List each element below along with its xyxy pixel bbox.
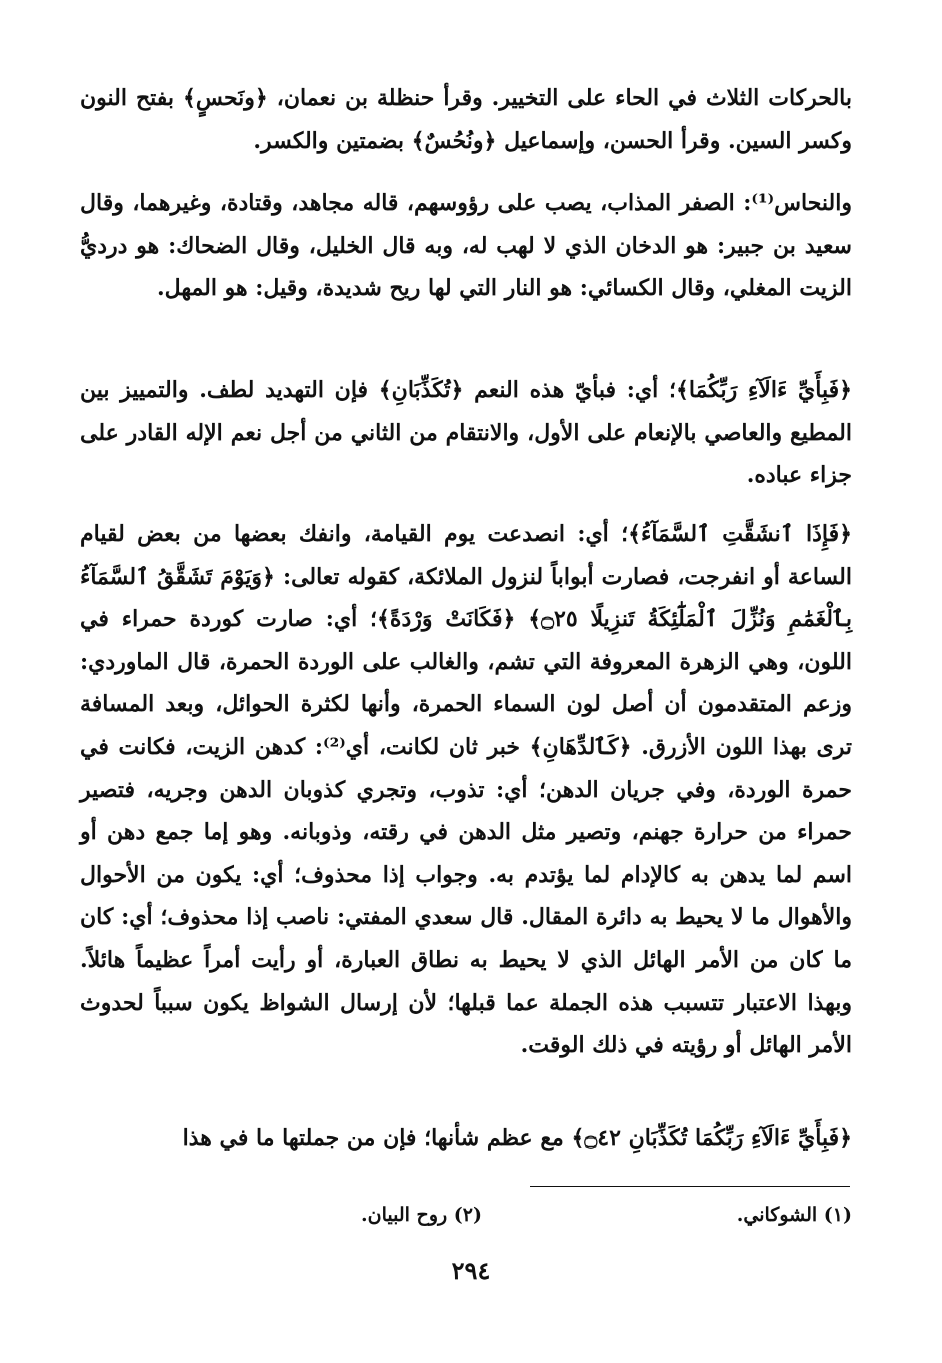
footnote-1: (١) الشوكاني. [736, 1204, 852, 1226]
paragraph-2: والنحاس⁽¹⁾: الصفر المذاب، يصب على رؤوسهم، قاله مجاهد، وقتادة، وغيرهما، وقال سعيد بن جبير: هو الدخان الذي لا لهب له، وبه قال الخليل، وقال الضحاك: هو درديُّ الزيت المغلي، وقال الكسائي: هو النار التي لها ريح شديدة، وقيل: هو المهل. [80, 190, 852, 302]
paragraph-4: ﴿فَإِذَا ٱنشَقَّتِ ٱلسَّمَآءُ﴾؛ أي: انصدعت يوم القيامة، وانفك بعضها من بعض لقيام الساعة أو انفرجت، فصارت أبواباً لنزول الملائكة، كقوله تعالى: ﴿وَيَوْمَ تَشَقَّقُ ٱلسَّمَآءُ بِٱلْغَمَٰمِ وَنُزِّلَ ٱلْمَلَٰٓئِكَةُ تَنزِيلًا ۝٢٥﴾ ﴿فَكَانَتْ وَرْدَةً﴾؛ أي: صارت كوردة حمراء في اللون، وهي الزهرة المعروفة التي تشم، والغالب على الوردة الحمرة، قال الماوردي: وزعم المتقدمون أن أصل لون السماء الحمرة، وأنها لكثرة الحوائل، وبعد المسافة ترى بهذا اللون الأزرق. ﴿كَٱلدِّهَانِ﴾ خبر ثان لكانت، أي⁽²⁾: كدهن الزيت، فكانت في حمرة الوردة، وفي جريان الدهن؛ أي: تذوب، وتجري كذوبان الدهن وجريه، فتصير حمراء من حرارة جهنم، وتصير مثل الدهن في رقته، وذوبانه. وهو إما جمع دهن أو اسم لما يدهن به كالإدام لما يؤتدم به. وجواب إذا محذوف؛ أي: يكون من الأحوال والأهوال ما لا يحيط به دائرة المقال. قال سعدي المفتي: ناصب إذا محذوف؛ أي: كان ما كان من الأمر الهائل الذي لا يحيط به نطاق العبارة، أو رأيت أمراً عظيماً هائلاً. وبهذا الاعتبار تتسبب هذه الجملة عما قبلها؛ لأن إرسال الشواظ يكون سبباً لحدوث الأمر الهائل أو رؤيته في ذلك الوقت. [80, 521, 853, 1059]
footnote-2: (٢) روح البيان. [361, 1204, 482, 1226]
footnote-divider [530, 1186, 850, 1187]
paragraph-5: ﴿فَبِأَيِّ ءَالَآءِ رَبِّكُمَا تُكَذِّبَانِ ۝٤٢﴾ مع عظم شأنها؛ فإن من جملتها ما في هذا [182, 1125, 852, 1151]
paragraph-1: بالحركات الثلاث في الحاء على التخيير. وقرأ حنظلة بن نعمان، ﴿ونَحسٍ﴾ بفتح النون وكسر السين. وقرأ الحسن، وإسماعيل ﴿ونُحُسٌ﴾ بضمتين والكسر. [80, 85, 852, 154]
footnotes [80, 1204, 852, 1236]
paragraph-3: ﴿فَبِأَيِّ ءَالَآءِ رَبِّكُمَا﴾؛ أي: فبأيّ هذه النعم ﴿تُكَذِّبَانِ﴾ فإن التهديد لطف. والتمييز بين المطيع والعاصي بالإنعام على الأول، والانتقام من الثاني من أجل نعم الإله القادر على جزاء عباده. [80, 377, 852, 489]
page-number: ٢٩٤ [451, 1256, 491, 1285]
